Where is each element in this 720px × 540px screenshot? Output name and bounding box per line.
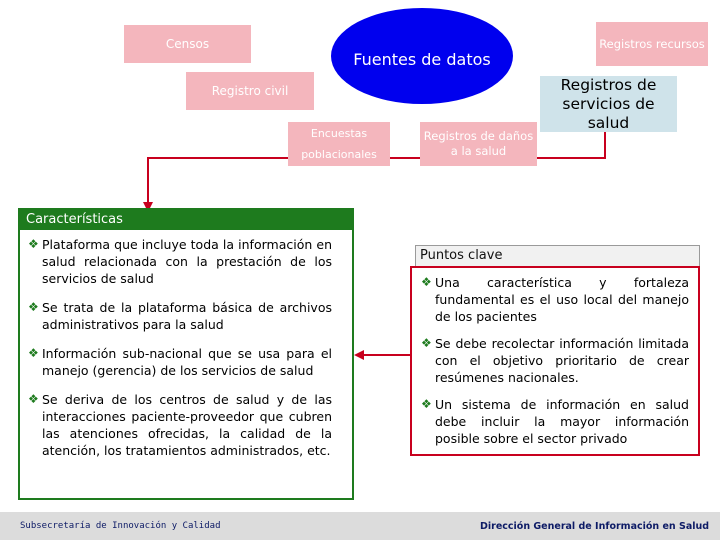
registros-recursos-label: Registros recursos [599, 37, 705, 51]
list-item: ❖ Un sistema de información en salud debe incluir la mayor información posible sobre el sector privado [421, 397, 689, 446]
caracteristicas-list [20, 236, 332, 459]
encuestas-box [288, 122, 390, 166]
diamond-bullet-icon: ❖ [28, 300, 39, 314]
registro-civil-box [186, 72, 314, 110]
footer-right-text: Dirección General de Información en Salud [480, 521, 710, 532]
fuentes-datos-label: Fuentes de datos [353, 50, 491, 69]
registros-servicios-box [540, 76, 677, 132]
registro-civil-label: Registro civil [211, 84, 289, 98]
diamond-bullet-icon: ❖ [28, 237, 39, 251]
registros-danos-label: Registros de daños a la salud [423, 129, 534, 158]
puntos-clave-list [413, 274, 689, 447]
diamond-bullet-icon: ❖ [421, 397, 432, 411]
registros-danos-box [420, 122, 537, 166]
caracteristicas-title: Características [20, 210, 352, 230]
list-item: ❖ Una característica y fortaleza fundamental es el uso local del manejo de los pacientes [421, 275, 689, 324]
list-item: ❖ Se trata de la plataforma básica de archivos administrativos para la salud [28, 300, 332, 332]
diamond-bullet-icon: ❖ [28, 346, 39, 360]
diamond-bullet-icon: ❖ [28, 392, 39, 406]
encuestas-label: Encuestas poblacionales [301, 127, 377, 161]
list-item: ❖ Se deriva de los centros de salud y de las interacciones paciente-proveedor que cubren las atenciones ofrecidas, la calidad de la atención, los tratamientos administrados, etc. [28, 392, 332, 458]
diamond-bullet-icon: ❖ [421, 275, 432, 289]
list-item: ❖ Se debe recolectar información limitada con el objetivo prioritario de crear resúmenes nacionales. [421, 336, 689, 385]
registros-recursos-box [596, 22, 708, 66]
censos-box [124, 25, 251, 63]
footer-left-text: Subsecretaría de Innovación y Calidad [20, 521, 221, 531]
diamond-bullet-icon: ❖ [421, 336, 432, 350]
list-item: ❖ Información sub-nacional que se usa para el manejo (gerencia) de los servicios de salud [28, 346, 332, 378]
registros-servicios-label: Registros de servicios de salud [560, 75, 657, 132]
puntos-clave-title: Puntos clave [415, 245, 700, 267]
censos-label: Censos [165, 37, 210, 51]
list-item: ❖ Plataforma que incluye toda la información en salud relacionada con la prestación de los servicios de salud [28, 237, 332, 286]
